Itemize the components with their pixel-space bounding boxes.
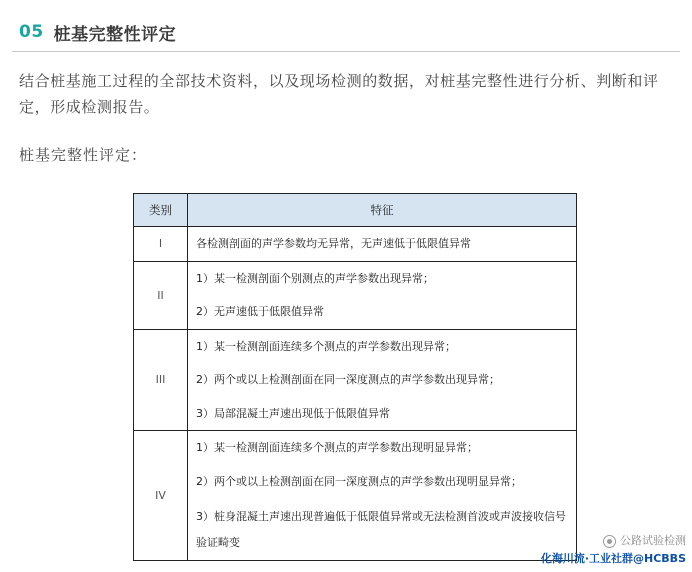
section-number: 05 [19,22,44,42]
table-header-row [134,194,577,227]
watermark-brand: 化海川流·工业社群@HCBBS [540,552,686,565]
section-heading [19,14,176,50]
table-row [134,227,577,262]
table-row [134,261,577,329]
category-cell: II [134,261,188,329]
header-features: 特征 [188,194,577,227]
feature-line: 2）无声速低于低限值异常 [196,305,324,318]
features-cell [188,431,577,561]
feature-line: 3）桩身混凝土声速出现普遍低于低限值异常或无法检测首波或声波接收信号验证畸变 [196,510,566,549]
watermark-source-text: 公路试验检测 [620,534,686,547]
features-cell [188,329,577,431]
category-cell: IV [134,431,188,561]
feature-line: 各检测剖面的声学参数均无异常，无声速低于低限值异常 [196,237,471,250]
heading-divider [12,51,680,52]
feature-line: 1）某一检测剖面连续多个测点的声学参数出现异常； [196,339,456,353]
integrity-grade-table [133,193,577,561]
table-row [134,431,577,561]
feature-line: 2）两个或以上检测剖面在同一深度测点的声学参数出现异常； [196,373,500,386]
subheading: 桩基完整性评定： [19,146,148,164]
section-title: 桩基完整性评定 [53,24,177,45]
feature-line: 3）局部混凝土声速出现低于低限值异常 [196,406,390,420]
watermark-source [541,532,686,550]
feature-line: 1）某一检测剖面个别测点的声学参数出现异常； [196,271,434,285]
category-cell: I [134,227,188,262]
category-cell: III [134,329,188,431]
watermark [541,532,686,568]
feature-line: 1）某一检测剖面连续多个测点的声学参数出现明显异常； [196,441,478,454]
features-cell [188,261,577,329]
wechat-icon [603,535,616,548]
features-cell [188,227,577,262]
table-row [134,329,577,431]
feature-line: 2）两个或以上检测剖面在同一深度测点的声学参数出现明显异常； [196,474,522,488]
header-category: 类别 [134,194,188,227]
intro-paragraph: 结合桩基施工过程的全部技术资料，以及现场检测的数据，对桩基完整性进行分析、判断和评定，形成检测报告。 [19,72,659,116]
